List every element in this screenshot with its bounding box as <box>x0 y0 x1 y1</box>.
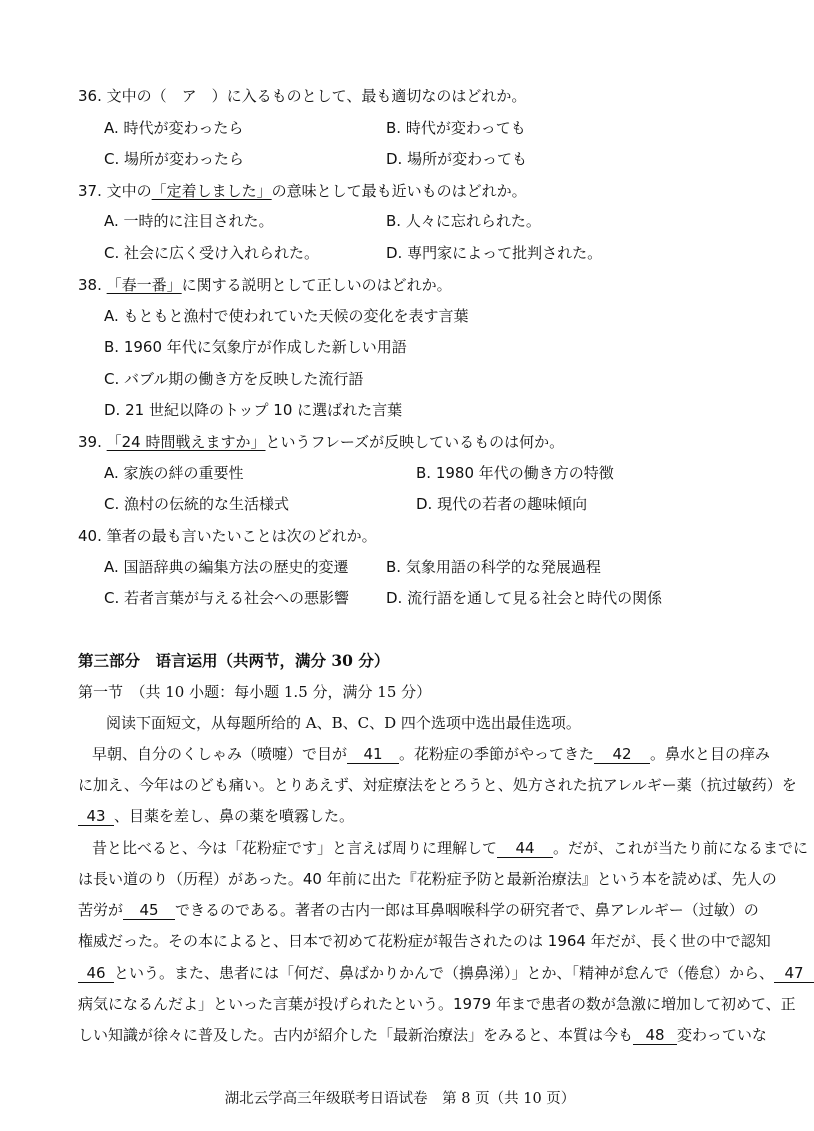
question-39-stem: 39. 「24 時間戦えますか」というフレーズが反映しているものは何か。 <box>78 433 565 451</box>
question-36-option-a: A. 時代が変わったら <box>104 119 244 137</box>
question-40-option-d: D. 流行語を通して見る社会と時代の関係 <box>386 589 663 607</box>
question-36-option-c: C. 場所が変わったら <box>104 150 244 168</box>
passage-line: 昔と比べると、今は「花粉症です」と言えば周りに理解して 44 。だが、これが当たり前になるまでに <box>92 839 809 857</box>
blank-43: 43 <box>78 808 114 826</box>
passage-line: は長い道のり（历程）があった。40 年前に出た『花粉症予防と最新治療法』という本を読めば、先人の <box>78 870 777 888</box>
subsection-title: 第一节 （共 10 小题：每小题 1.5 分，满分 15 分） <box>78 683 432 701</box>
question-40-option-b: B. 気象用語の科学的な発展過程 <box>386 558 601 576</box>
passage-line: 46 という。また、患者には「何だ、鼻ばかりかんで（擤鼻涕）」とか、「精神が怠んで（倦怠）から、 47 <box>78 963 814 983</box>
question-38-option-a: A. もともと漁村で使われていた天候の変化を表す言葉 <box>104 307 469 325</box>
blank-47: 47 <box>774 965 814 983</box>
question-40-stem: 40. 筆者の最も言いたいことは次のどれか。 <box>78 527 377 545</box>
question-38-option-c: C. バブル期の働き方を反映した流行語 <box>104 370 364 388</box>
passage-line: 43 、目薬を差し、鼻の薬を噴霧した。 <box>78 806 354 826</box>
blank-46: 46 <box>78 965 114 983</box>
question-37-option-a: A. 一時的に注目された。 <box>104 212 274 230</box>
question-39-option-c: C. 漁村の伝統的な生活様式 <box>104 495 290 513</box>
question-38-option-b: B. 1960 年代に気象庁が作成した新しい用語 <box>104 338 407 356</box>
question-38-option-d: D. 21 世紀以降のトップ 10 に選ばれた言葉 <box>104 401 403 419</box>
blank-45: 45 <box>123 902 175 920</box>
question-39-option-d: D. 現代の若者の趣味傾向 <box>416 495 588 513</box>
question-39-option-b: B. 1980 年代の働き方の特徴 <box>416 464 614 482</box>
question-38-stem: 38. 「春一番」に関する説明として正しいのはどれか。 <box>78 276 452 294</box>
passage-line: 苦労が 45 できるのである。著者の古内一郎は耳鼻咽喉科学の研究者で、鼻アレルギー（过敏）の <box>78 901 759 919</box>
blank-44: 44 <box>497 840 553 858</box>
passage-line: しい知識が徐々に普及した。古内が紹介した「最新治療法」をみると、本質は今も 48 変わっていな <box>78 1026 767 1044</box>
blank-48: 48 <box>633 1027 677 1045</box>
question-40-option-c: C. 若者言葉が与える社会への悪影響 <box>104 589 350 607</box>
question-39-option-a: A. 家族の絆の重要性 <box>104 464 244 482</box>
blank-41: 41 <box>347 746 399 764</box>
passage-line: に加え、今年はのども痛い。とりあえず、対症療法をとろうと、処方された抗アレルギー薬（抗过敏药）を <box>78 776 797 794</box>
passage-line: 権威だった。その本によると、日本で初めて花粉症が報告されたのは 1964 年だが、長く世の中で認知 <box>78 932 771 950</box>
blank-42: 42 <box>594 746 650 764</box>
question-37-option-b: B. 人々に忘れられた。 <box>386 212 541 230</box>
question-37-stem: 37. 文中の「定着しました」の意味として最も近いものはどれか。 <box>78 182 527 200</box>
section-title: 第三部分 语言运用（共两节，满分 30 分） <box>78 651 390 670</box>
question-37-option-d: D. 専門家によって批判された。 <box>386 244 603 262</box>
question-37-option-c: C. 社会に広く受け入れられた。 <box>104 244 320 262</box>
page-footer: 湖北云学高三年级联考日语试卷 第 8 页（共 10 页） <box>224 1091 576 1107</box>
passage-line: 早朝、自分のくしゃみ（喷嚏）で目が 41 。花粉症の季節がやってきた 42 。鼻水と目の痒み <box>92 745 771 763</box>
question-36-option-d: D. 場所が変わっても <box>386 150 527 168</box>
question-36-option-b: B. 時代が変わっても <box>386 119 526 137</box>
question-40-option-a: A. 国語辞典の編集方法の歴史的変遷 <box>104 558 349 576</box>
question-36-stem: 36. 文中の（ ア ）に入るものとして、最も適切なのはどれか。 <box>78 87 527 105</box>
passage-line: 病気になるんだよ」といった言葉が投げられたという。1979 年まで患者の数が急激に増加して初めて、正 <box>78 995 796 1013</box>
instruction: 阅读下面短文，从每题所给的 A、B、C、D 四个选项中选出最佳选项。 <box>106 714 581 732</box>
